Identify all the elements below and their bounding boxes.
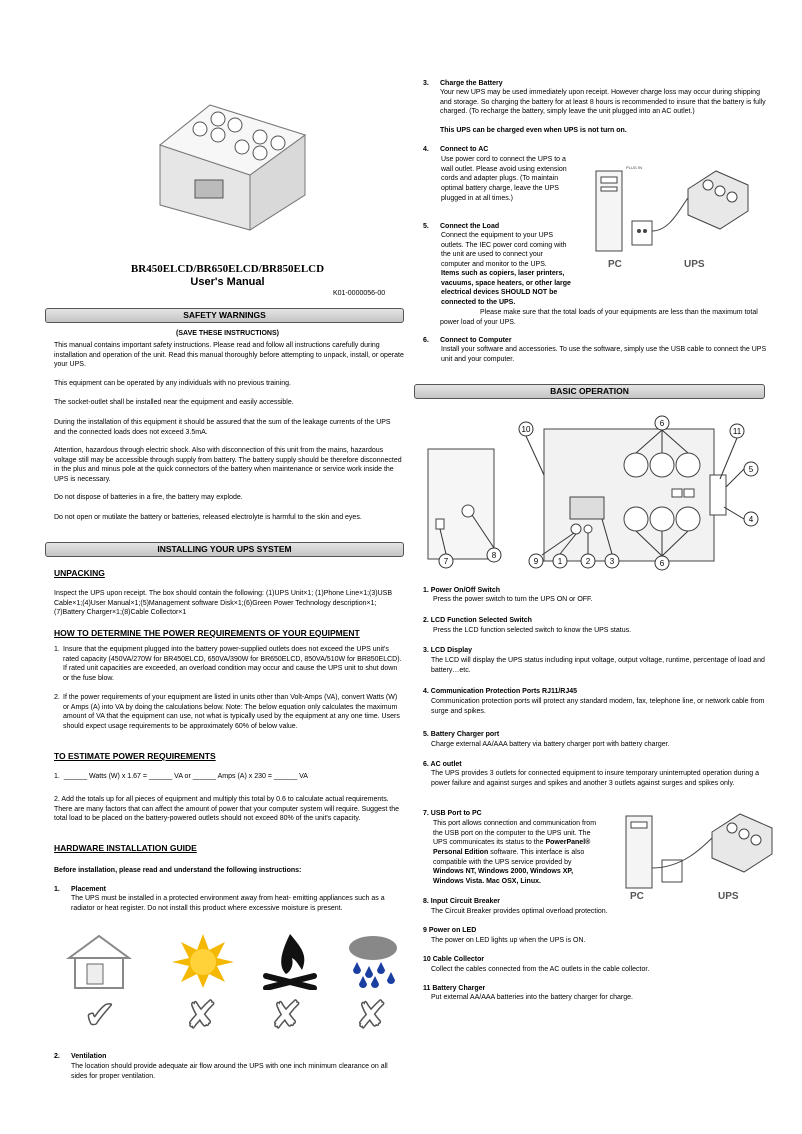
item-2-text: Press the LCD function selected switch to know the UPS status. bbox=[433, 627, 632, 634]
basic-operation-header: BASIC OPERATION bbox=[414, 384, 765, 399]
power-formula: 1. ______ Watts (W) x 1.67 = ______ VA or ______ Amps (A) x 230 = ______ VA bbox=[54, 773, 308, 780]
sun-icon bbox=[170, 932, 236, 990]
step-3-title: Charge the Battery bbox=[440, 80, 503, 87]
item-1-title: 1. Power On/Off Switch bbox=[423, 587, 501, 594]
item-7-text bbox=[433, 819, 603, 887]
power-item-2-text: If the power requirements of your equipment are listed in units other than Volt-Amps (VA), convert Watts (W) or Amps (A) into VA by doing the calculations below. Note: The below equation only calculates the maximum amount of VA that the equipment can use, not what is typically used by the equipment at any one time. Users should expect usage requirements to be approximately 60% of below value. bbox=[63, 694, 400, 730]
ups-product-image bbox=[140, 85, 315, 235]
placement-title: Placement bbox=[71, 886, 107, 893]
estimate-paragraph: 2. Add the totals up for all pieces of equipment and multiply this total by 0.6 to calculate actual requirements. There are many factors that can affect the amount of power that your computer system will require. Suggest the total load to be placed on the battery-powered outlets should not exceed 80% of the unit's capacity. bbox=[54, 796, 399, 823]
safety-para-1: This manual contains important safety instructions. Please read and follow all instructions carefully during installation and operation of the unit. Read this manual thoroughly before attempting to unpack, install, or operate your UPS. bbox=[54, 342, 404, 369]
safety-para-2: This equipment can be operated by any individuals with no previous training. bbox=[54, 380, 291, 387]
plug-in-label: PLUG IN bbox=[626, 165, 643, 170]
hardware-guide-heading: HARDWARE INSTALLATION GUIDE bbox=[54, 843, 197, 853]
unpacking-heading: UNPACKING bbox=[54, 568, 105, 578]
power-item-1-text: Insure that the equipment plugged into the battery power-supplied outlets does not exceed the UPS unit's rated capacity (450VA/270W for BR450ELCD, 650VA/390W for BR650ELCD, 850VA/510W for BR850ELCD). If rated unit capacities are exceeded, an overload condition may occur and cause the UPS unit to shut down or the fuse blow. bbox=[63, 646, 402, 682]
item-3-text: The LCD will display the UPS status including input voltage, output voltage, runtime, percentage of load and battery…etc. bbox=[431, 657, 765, 674]
power-item-1-number: 1. bbox=[54, 646, 60, 653]
step-6-title: Connect to Computer bbox=[440, 337, 512, 344]
safety-para-4: During the installation of this equipment it should be assured that the sum of the leakage currents of the UPS and the connected loads does not exceed 3.5mA. bbox=[54, 419, 391, 436]
item-6-title: 6. AC outlet bbox=[423, 761, 462, 768]
safety-para-7: Do not open or mutilate the battery or batteries, released electrolyte is harmful to the skin and eyes. bbox=[54, 514, 362, 521]
usb-connection-diagram bbox=[622, 808, 777, 903]
callout-1: 1 bbox=[557, 557, 563, 566]
pc-label: PC bbox=[608, 259, 622, 270]
callout-10: 10 bbox=[521, 425, 531, 434]
ac-connection-diagram bbox=[592, 163, 752, 271]
house-icon bbox=[65, 932, 133, 990]
ups-label: UPS bbox=[684, 259, 705, 270]
powerpanel-brand: PowerPanel® Personal Edition bbox=[433, 839, 591, 856]
placement-text: The UPS must be installed in a protected environment away from heat- emitting appliances such as a radiator or heat register. Do not install this product where excessive moisture is present. bbox=[71, 895, 385, 912]
doc-code: K01-0000056-00 bbox=[333, 290, 386, 297]
power-item-2-number: 2. bbox=[54, 694, 60, 701]
callout-7: 7 bbox=[443, 557, 449, 566]
item-6-text: The UPS provides 3 outlets for connected equipment to insure temporary uninterrupted operation during a power failure and against surges and spikes and another 3 outlets against surges and spikes only. bbox=[431, 770, 760, 787]
step-6-number: 6. bbox=[423, 337, 429, 344]
item-11-text: Put external AA/AAA batteries into the battery charger for charge. bbox=[431, 994, 633, 1001]
step-3-number: 3. bbox=[423, 80, 429, 87]
rain-icon bbox=[345, 932, 401, 988]
item-10-text: Collect the cables connected from the AC outlets in the cable collector. bbox=[431, 966, 650, 973]
callout-8: 8 bbox=[491, 551, 497, 560]
item-5-title: 5. Battery Charger port bbox=[423, 731, 500, 738]
ventilation-text: The location should provide adequate air flow around the UPS with one inch minimum clearance on all sides for proper ventilation. bbox=[71, 1063, 388, 1080]
callout-11: 11 bbox=[732, 427, 742, 436]
step-5-text: Connect the equipment to your UPS outlets. The IEC power cord coming with the unit are used to connect your computer and monitor to the UPS. bbox=[441, 232, 567, 268]
item-10-title: 10 Cable Collector bbox=[423, 956, 485, 963]
callout-6-bottom: 6 bbox=[659, 559, 665, 568]
placement-number: 1. bbox=[54, 886, 60, 893]
item-4-text: Communication protection ports will protect any standard modem, fax, telephone line, or network cable from surge and spikes. bbox=[431, 698, 765, 715]
power-requirements-heading: HOW TO DETERMINE THE POWER REQUIREMENTS OF YOUR EQUIPMENT bbox=[54, 628, 360, 638]
cross-icon: ✘ bbox=[355, 993, 387, 1037]
fire-icon bbox=[262, 930, 318, 990]
pc-label-usb: PC bbox=[630, 891, 644, 902]
ups-label-usb: UPS bbox=[718, 891, 739, 902]
step-5-warning: Items such as copiers, laser printers, vacuums, space heaters, or other large electrical devices SHOULD NOT be connected to the UPS. bbox=[441, 270, 571, 306]
item-9-text: The power on LED lights up when the UPS is ON. bbox=[431, 937, 586, 944]
item-4-title: 4. Communication Protection Ports RJ11/RJ45 bbox=[423, 688, 578, 695]
installing-header: INSTALLING YOUR UPS SYSTEM bbox=[45, 542, 404, 557]
step-4-title: Connect to AC bbox=[440, 146, 489, 153]
usb-port-description: This port allows connection and communication from the USB port on the computer to the UPS unit. The UPS communicates its status to the bbox=[433, 820, 597, 847]
supported-os: Windows NT, Windows 2000, Windows XP, Windows Vista. Mac OSX, Linux. bbox=[433, 868, 574, 885]
step-5-tail: Please make sure that the total loads of your equipments are less than the maximum total power load of your UPS. bbox=[440, 309, 758, 326]
hardware-intro: Before installation, please read and understand the following instructions: bbox=[54, 867, 302, 874]
checkmark-icon: ✔ bbox=[84, 993, 116, 1037]
step-3-bold-note: This UPS can be charged even when UPS is not turn on. bbox=[440, 127, 627, 134]
item-3-title: 3. LCD Display bbox=[423, 647, 473, 654]
item-7-title: 7. USB Port to PC bbox=[423, 810, 482, 817]
cross-icon: ✘ bbox=[185, 993, 217, 1037]
cross-icon: ✘ bbox=[270, 993, 302, 1037]
item-1-text: Press the power switch to turn the UPS ON or OFF. bbox=[433, 596, 593, 603]
callout-5: 5 bbox=[748, 465, 754, 474]
ventilation-number: 2. bbox=[54, 1053, 60, 1060]
safety-warnings-header: SAFETY WARNINGS bbox=[45, 308, 404, 323]
step-6-text: Install your software and accessories. To use the software, simply use the USB cable to connect the UPS unit and your computer. bbox=[441, 346, 767, 363]
callout-9: 9 bbox=[533, 557, 539, 566]
step-4-text: Use power cord to connect the UPS to a wall outlet. Please avoid using extension cords and adapter plugs. (To maintain optimal battery charge, leave the UPS plugged in at all times.) bbox=[441, 156, 567, 202]
step-5-title: Connect the Load bbox=[440, 223, 500, 230]
step-4-number: 4. bbox=[423, 146, 429, 153]
safety-para-6: Do not dispose of batteries in a fire, the battery may explode. bbox=[54, 494, 243, 501]
product-title: BR450ELCD/BR650ELCD/BR850ELCD bbox=[130, 263, 325, 275]
callout-4: 4 bbox=[748, 515, 754, 524]
step-3-text: Your new UPS may be used immediately upon receipt. However charge loss may occur during shipping and storage. So charging the battery for at least 8 hours is recommended to insure that the battery is fully charged. (To recharge the battery, simply leave the unit plugged into an AC outlet.) bbox=[440, 89, 766, 116]
callout-3: 3 bbox=[609, 557, 615, 566]
item-9-title: 9 Power on LED bbox=[423, 927, 477, 934]
item-11-title: 11 Battery Charger bbox=[423, 985, 486, 992]
ups-panel-diagram bbox=[424, 415, 764, 575]
ventilation-title: Ventilation bbox=[71, 1053, 107, 1060]
item-8-text: The Circuit Breaker provides optimal overload protection. bbox=[431, 908, 608, 915]
item-2-title: 2. LCD Function Selected Switch bbox=[423, 617, 532, 624]
save-instructions-note: (SAVE THESE INSTRUCTIONS) bbox=[176, 330, 279, 337]
usb-port-description-2: software. This interface is also compatible with the UPS service provided by bbox=[433, 848, 585, 866]
item-8-title: 8. Input Circuit Breaker bbox=[423, 898, 501, 905]
callout-6-top: 6 bbox=[659, 419, 665, 428]
manual-title: User's Manual bbox=[190, 276, 265, 288]
estimate-heading: TO ESTIMATE POWER REQUIREMENTS bbox=[54, 751, 216, 761]
unpacking-text: Inspect the UPS upon receipt. The box should contain the following: (1)UPS Unit×1; (1)Phone Line×1;(3)USB Cable×1;(4)User Manual×1;(5)Management software Disk×1;(6)Green Power Technology description×1;(7)Battery Charger×1;(8)Cable Collector×1 bbox=[54, 590, 393, 617]
item-5-text: Charge external AA/AAA battery via battery charger port with battery charger. bbox=[431, 741, 670, 748]
safety-para-5: Attention, hazardous through electric shock. Also with disconnection of this unit from the mains, hazardous voltage still may be accessible through supply from battery. The battery supply should be therefore disconnected in the plus and minus pole at the quick connectors of the battery when maintenance or service work inside the UPS is necessary. bbox=[54, 447, 402, 483]
callout-2: 2 bbox=[585, 557, 591, 566]
safety-para-3: The socket-outlet shall be installed near the equipment and easily accessible. bbox=[54, 399, 294, 406]
step-5-number: 5. bbox=[423, 223, 429, 230]
